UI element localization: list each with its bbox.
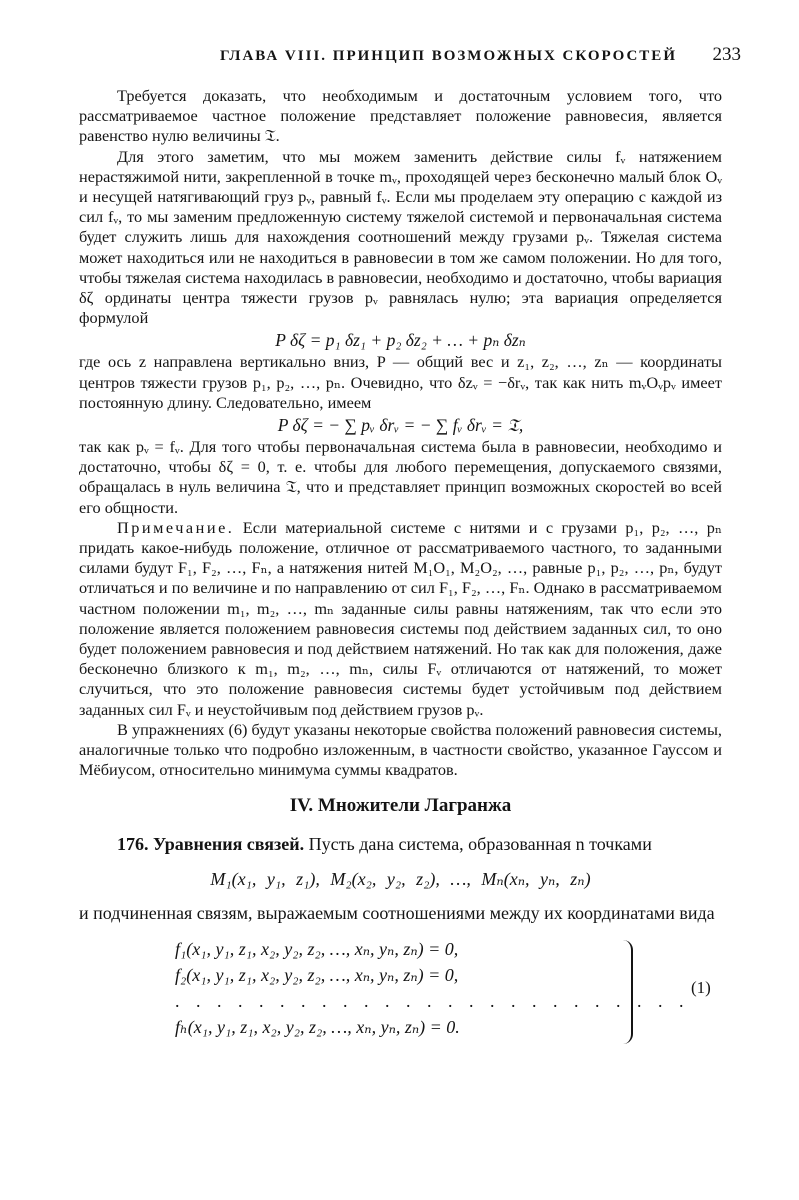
section-title: IV. Множители Лагранжа [289, 794, 512, 816]
running-header [80, 44, 741, 72]
paragraph-3: где ось z направлена вертикально вниз, P — общий вес и z₁, z₂, …, zₙ — координаты центров тяжести грузов p₁, p₂, …, pₙ. Очевидно, что δzᵥ = −δrᵥ, так как нить mᵥOᵥpᵥ имеет постоянную длину. Следовательно, имеем [79, 352, 722, 412]
equation-dots: . . . . . . . . . . . . . . . . . . . . . . . . . [175, 990, 690, 1011]
article-intro: Пусть дана система, образованная n точками [304, 833, 652, 854]
equation-line-2: f₂(x₁, y₁, z₁, x₂, y₂, z₂, …, xₙ, yₙ, zₙ) = 0, [175, 964, 459, 985]
paragraph-1: Требуется доказать, что необходимым и достаточным условием того, что рассматриваемое частное положение представляет положение равновесия, является равенство нулю величины 𝔗. [79, 86, 722, 146]
equation-system [79, 936, 722, 1056]
formula-work-sum: P δζ = − ∑ pᵥ δrᵥ = − ∑ fᵥ δrᵥ = 𝔗, [277, 415, 524, 436]
equation-line-1: f₁(x₁, y₁, z₁, x₂, y₂, z₂, …, xₙ, yₙ, zₙ) = 0, [175, 938, 459, 959]
paragraph-2: Для этого заметим, что мы можем заменить действие силы fᵥ натяжением нерастяжимой нити, закрепленной в точке mᵥ, проходящей через бесконечно малый блок Oᵥ и несущей натягивающий груз pᵥ, равный fᵥ. Если мы проделаем эту операцию с каждой из сил fᵥ, то мы заменим предложенную систему тяжелой системой и первоначальная система будет служить лишь для нахождения соотношений между грузами pᵥ. Тяжелая система может находиться или не находиться в равновесии в том же самом положении. Но для того, чтобы тяжелая система находилась в равновесии, необходимо и достаточно, чтобы вариация δζ ординаты центра тяжести грузов pᵥ равнялась нулю; эта вариация определяется формулой [79, 146, 722, 328]
paragraph-6: В упражнениях (6) будут указаны некоторые свойства положений равновесия системы, аналогичные только что подробно изложенным, в частности свойство, указанное Гауссом и Мёбиусом, относительно минимума суммы квадратов. [79, 719, 722, 780]
equation-number: (1) [691, 977, 711, 997]
paragraph-4: так как pᵥ = fᵥ. Для того чтобы первоначальная система была в равновесии, необходимо и достаточно, чтобы δζ = 0, т. е. чтобы для любого перемещения, допускаемого связями, обращалась в нуль величина 𝔗, что и представляет принцип возможных скоростей во всей его общности. [79, 437, 722, 517]
points-list: M₁(x₁, y₁, z₁), M₂(x₂, y₂, z₂), …, Mₙ(xₙ, yₙ, zₙ) [210, 868, 591, 889]
formula-center-of-gravity: P δζ = p₁ δz₁ + p₂ δz₂ + … + pₙ δzₙ [275, 330, 526, 351]
equation-line-h: fₕ(x₁, y₁, z₁, x₂, y₂, z₂, …, xₙ, yₙ, zₙ) = 0. [175, 1016, 460, 1037]
page-number: 233 [712, 44, 741, 65]
article-heading: 176. Уравнения связей. [117, 833, 305, 854]
paragraph-note [79, 518, 722, 720]
right-brace [623, 940, 633, 1044]
note-text: Если материальной системе с нитями и с грузами p₁, p₂, …, pₙ придать какое-нибудь положение, отличное от рассматриваемого частного, то заданными силами будут F₁, F₂, …, Fₙ, а натяжения нитей M₁O₁, M₂O₂, …, равные p₁, p₂, …, pₙ, будут отличаться и по величине и по направлению от сил F₁, F₂, …, Fₙ. Однако в рассматриваемом частном положении m₁, m₂, …, mₙ заданные силы равны натяжениям, так что если это положение является положением равновесия системы под действием заданных сил, то оно будет положением равновесия и под действием натяжений. Но так как для положения, даже бесконечно близкого к m₁, m₂, …, mₙ, силы Fᵥ отличаются от натяжений, то может случиться, что это положение равновесия системы будет устойчивым под действием заданных сил Fᵥ и неустойчивым под действием грузов pᵥ. [79, 517, 722, 719]
page-body [79, 86, 722, 1056]
note-label: Примечание. [117, 517, 235, 537]
article-176 [79, 833, 722, 855]
constraints-intro: и подчиненная связям, выражаемым соотношениями между их координатами вида [79, 902, 715, 923]
chapter-title: ГЛАВА VIII. ПРИНЦИП ВОЗМОЖНЫХ СКОРОСТЕЙ [220, 48, 677, 64]
system-lines [175, 936, 690, 1040]
